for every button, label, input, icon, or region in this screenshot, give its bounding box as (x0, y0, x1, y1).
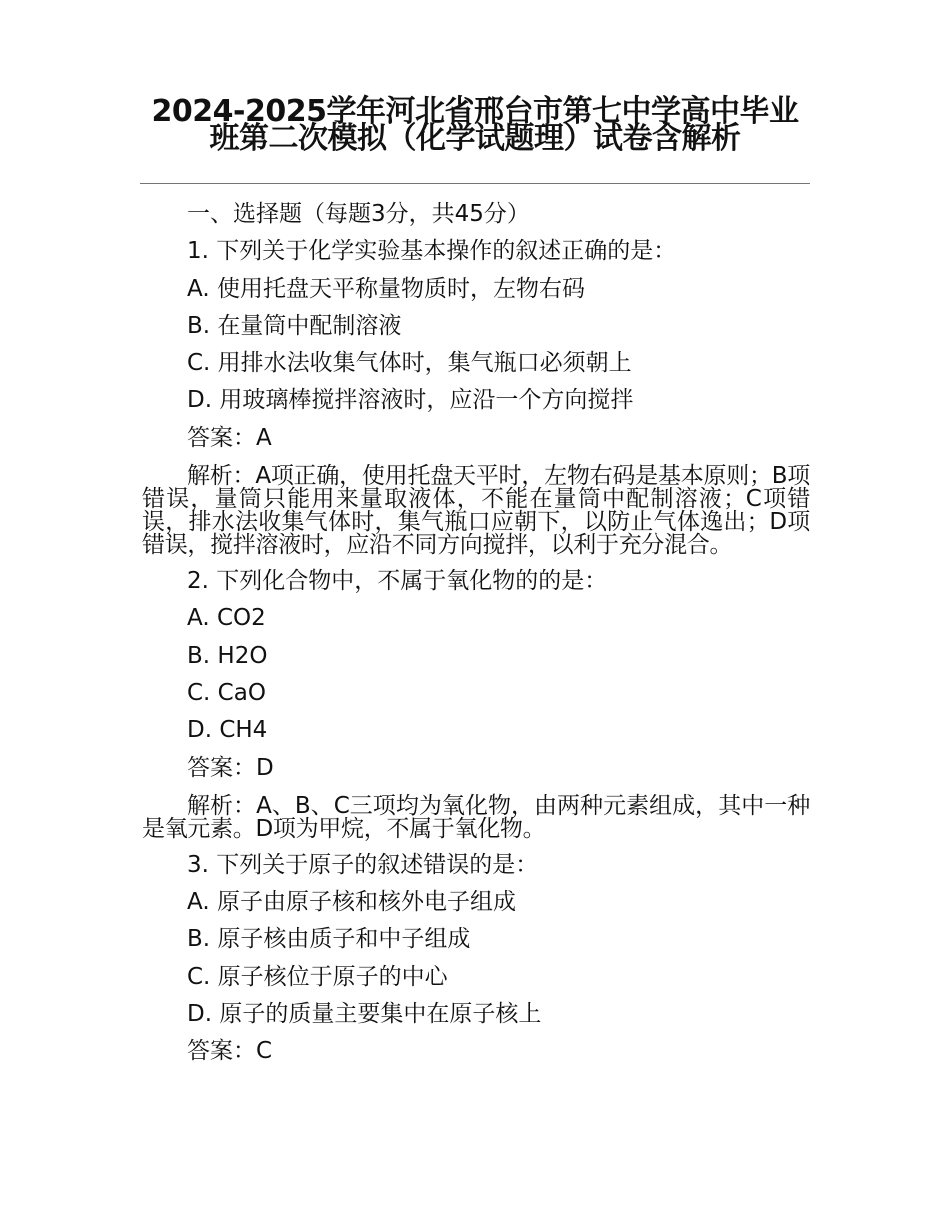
question-2 (142, 563, 810, 847)
question-3 (142, 847, 810, 1071)
explanation: 解析：A项正确，使用托盘天平时，左物右码是基本原则；B项错误，量筒只能用来量取液体，不能在量筒中配制溶液；C项错误，排水法收集气体时，集气瓶口应朝下，以防止气体逸出；D项错误，搅拌溶液时，应沿不同方向搅拌，以利于充分混合。 (142, 463, 810, 559)
title-underline (140, 183, 810, 184)
document-title: 2024-2025学年河北省邢台市第七中学高中毕业班第二次模拟（化学试题理）试卷含解析 (151, 94, 799, 156)
option-a: A. CO2 (187, 605, 266, 632)
option-c: C. 原子核位于原子的中心 (187, 963, 448, 990)
option-c: C. CaO (187, 679, 266, 706)
section-heading: 一、选择题（每题3分，共45分） (187, 201, 530, 227)
option-b: B. H2O (187, 642, 268, 669)
option-d: D. 原子的质量主要集中在原子核上 (187, 1001, 542, 1028)
question-stem: 1. 下列关于化学实验基本操作的叙述正确的是： (187, 238, 677, 265)
question-stem: 3. 下列关于原子的叙述错误的是： (187, 851, 539, 878)
option-a: A. 使用托盘天平称量物质时，左物右码 (187, 275, 585, 302)
document-body (142, 196, 810, 1071)
answer: 答案：D (187, 754, 274, 781)
option-c: C. 用排水法收集气体时，集气瓶口必须朝上 (187, 350, 632, 377)
explanation: 解析：A、B、C三项均为氧化物，由两种元素组成，其中一种是氧元素。D项为甲烷，不属于氧化物。 (142, 792, 810, 842)
option-b: B. 原子核由质子和中子组成 (187, 926, 471, 953)
question-stem: 2. 下列化合物中，不属于氧化物的的是： (187, 568, 608, 595)
option-d: D. CH4 (187, 717, 268, 744)
question-1 (142, 233, 810, 563)
answer: 答案：A (187, 424, 272, 451)
answer: 答案：C (187, 1038, 273, 1065)
option-a: A. 原子由原子核和核外电子组成 (187, 889, 516, 916)
option-b: B. 在量筒中配制溶液 (187, 312, 402, 339)
option-d: D. 用玻璃棒搅拌溶液时，应沿一个方向搅拌 (187, 387, 634, 414)
